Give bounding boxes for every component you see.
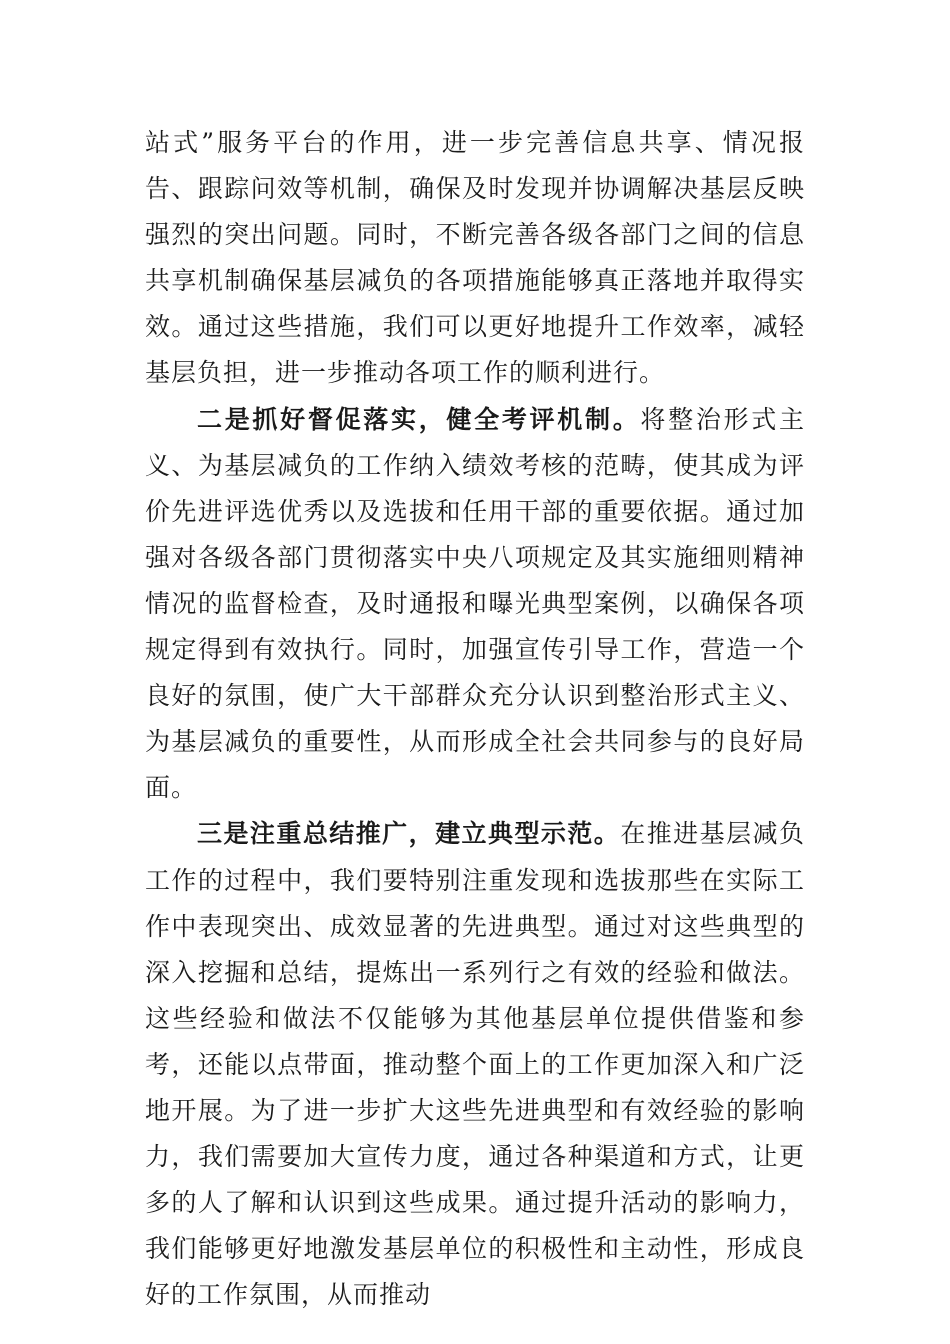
paragraph-2-text: 将整治形式主义、为基层减负的工作纳入绩效考核的范畴，使其成为评价先进评选优秀以及选拔和任用干部的重要依据。通过加强对各级各部门贯彻落实中央八项规定及其实施细则精神情况的监督检查，及时通报和曝光典型案例，以确保各项规定得到有效执行。同时，加强宣传引导工作，营造一个良好的氛围，使广大干部群众充分认识到整治形式主义、为基层减负的重要性，从而形成全社会共同参与的良好局面。 <box>145 404 805 803</box>
paragraph-2 <box>145 397 805 812</box>
paragraph-3-heading: 三是注重总结推广，建立典型示范。 <box>197 819 621 849</box>
paragraph-2-heading: 二是抓好督促落实，健全考评机制。 <box>197 404 641 434</box>
paragraph-3 <box>145 811 805 1318</box>
document-body <box>145 120 805 1318</box>
paragraph-3-text: 在推进基层减负工作的过程中，我们要特别注重发现和选拔那些在实际工作中表现突出、成效显著的先进典型。通过对这些典型的深入挖掘和总结，提炼出一系列行之有效的经验和做法。这些经验和做法不仅能够为其他基层单位提供借鉴和参考，还能以点带面，推动整个面上的工作更加深入和广泛地开展。为了进一步扩大这些先进典型和有效经验的影响力，我们需要加大宣传力度，通过各种渠道和方式，让更多的人了解和认识到这些成果。通过提升活动的影响力，我们能够更好地激发基层单位的积极性和主动性，形成良好的工作氛围，从而推动 <box>145 819 805 1310</box>
paragraph-1-text: 站式”服务平台的作用，进一步完善信息共享、情况报告、跟踪问效等机制，确保及时发现并协调解决基层反映强烈的突出问题。同时，不断完善各级各部门之间的信息共享机制确保基层减负的各项措施能够真正落地并取得实效。通过这些措施，我们可以更好地提升工作效率，减轻基层负担，进一步推动各项工作的顺利进行。 <box>145 128 805 388</box>
paragraph-1 <box>145 120 805 397</box>
